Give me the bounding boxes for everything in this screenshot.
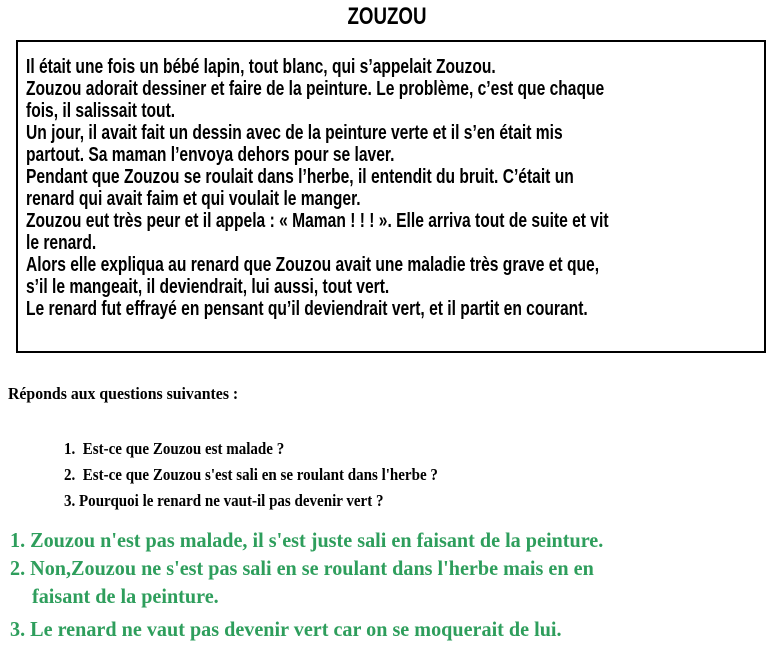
instructions-heading: Réponds aux questions suivantes : [8, 384, 239, 403]
question-item-3: 3. Pourquoi le renard ne vaut-il pas devenir vert ? [64, 491, 384, 510]
story-line: Il était une fois un bébé lapin, tout blanc, qui s’appelait Zouzou. [26, 56, 496, 78]
story-line: Un jour, il avait fait un dessin avec de la peinture verte et il s’en était mis [26, 122, 563, 144]
page-title: ZOUZOU [347, 3, 427, 30]
story-line: le renard. [26, 232, 97, 254]
answer-line: 1. Zouzou n'est pas malade, il s'est juste sali en faisant de la peinture. [10, 528, 604, 552]
story-line: partout. Sa maman l’envoya dehors pour se laver. [26, 144, 395, 166]
question-item-1: 1. Est-ce que Zouzou est malade ? [64, 439, 285, 458]
answer-item-1 [10, 526, 774, 554]
story-line: Zouzou eut très peur et il appela : « Maman ! ! ! ». Elle arriva tout de suite et vit [26, 210, 609, 232]
answer-item-3 [10, 615, 774, 643]
answer-line: 3. Le renard ne vaut pas devenir vert car on se moquerait de lui. [10, 617, 562, 641]
worksheet-page [0, 4, 774, 651]
question-item-2: 2. Est-ce que Zouzou s'est sali en se roulant dans l'herbe ? [64, 465, 438, 484]
answer-line: faisant de la peinture. [32, 584, 219, 608]
story-line: fois, il salissait tout. [26, 100, 176, 122]
story-line: Pendant que Zouzou se roulait dans l’herbe, il entendit du bruit. C’était un [26, 166, 574, 188]
story-line: renard qui avait faim et qui voulait le manger. [26, 188, 361, 210]
answer-line: 2. Non,Zouzou ne s'est pas sali en se roulant dans l'herbe mais en en [10, 556, 594, 580]
story-box [16, 40, 766, 353]
story-line: Le renard fut effrayé en pensant qu’il deviendrait vert, et il partit en courant. [26, 298, 588, 320]
story-line: Alors elle expliqua au renard que Zouzou avait une maladie très grave et que, [26, 254, 600, 276]
story-line: s’il le mangeait, il deviendrait, lui aussi, tout vert. [26, 276, 390, 298]
story-line: Zouzou adorait dessiner et faire de la peinture. Le problème, c’est que chaque [26, 78, 605, 100]
answers-list [10, 526, 774, 643]
answer-item-2 [10, 554, 774, 610]
questions-list [64, 436, 774, 514]
